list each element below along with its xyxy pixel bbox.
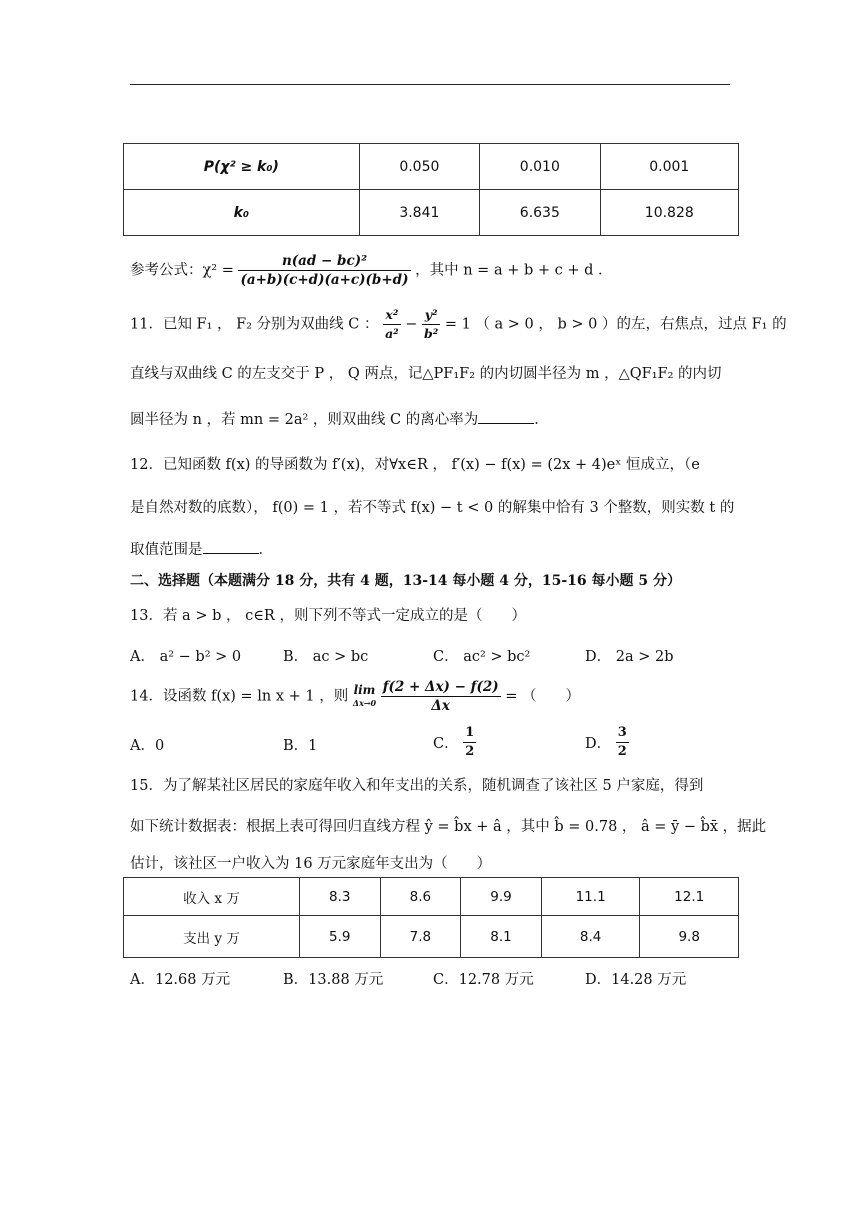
q12-line3 <box>130 538 273 559</box>
q15-option-d[interactable]: D．14.28 万元 <box>585 972 687 988</box>
q11-fraction-y <box>422 306 440 343</box>
frac-den: 2 <box>465 744 475 759</box>
frac-den: Δx <box>431 698 450 714</box>
table2-cell: 11.1 <box>541 878 640 916</box>
q11-text: 11．已知 F₁ ， F₂ 分别为双曲线 C ： <box>130 316 379 333</box>
table2-cell: 8.3 <box>299 878 380 916</box>
q12-line2: 是自然对数的底数）， f(0) = 1 ，若不等式 f(x) − t < 0 的解集中恰有 3 个整数，则实数 t 的 <box>130 500 735 516</box>
q11-text-tail: = 1 （ a > 0 ， b > 0 ）的左，右焦点，过点 F₁ 的 <box>444 316 787 333</box>
table2-cell: 8.1 <box>461 916 542 958</box>
table2-cell: 7.8 <box>380 916 461 958</box>
q14-option-b[interactable]: B．1 <box>283 738 318 754</box>
q11-line2: 直线与双曲线 C 的左支交于 P ， Q 两点，记△PF₁F₂ 的内切圆半径为 m ，△QF₁F₂ 的内切 <box>130 366 722 382</box>
limit-symbol <box>353 684 376 710</box>
period: ． <box>534 412 549 428</box>
table2-row2-label: 支出 y 万 <box>124 916 300 958</box>
q11-text: 圆半径为 n ，若 mn = 2a² ，则双曲线 C 的离心率为 <box>130 412 479 428</box>
formula-denominator: (a+b)(c+d)(a+c)(b+d) <box>240 272 409 288</box>
formula-prefix: 参考公式：χ² = <box>130 262 234 279</box>
table1-cell: 0.010 <box>480 144 600 190</box>
header-rule <box>130 84 730 85</box>
q12-text: 取值范围是 <box>130 542 203 558</box>
q13-option-b[interactable]: B． ac > bc <box>283 649 369 665</box>
frac-den: a² <box>385 326 399 341</box>
q13-option-d[interactable]: D． 2a > 2b <box>585 649 674 665</box>
table1-row1-label: P(χ² ≥ k₀) <box>124 144 360 190</box>
q11-fraction-x <box>383 306 401 343</box>
table2-cell: 9.8 <box>640 916 739 958</box>
table2-cell: 5.9 <box>299 916 380 958</box>
table1-cell: 10.828 <box>600 190 738 236</box>
q13-option-c[interactable]: C． ac² > bc² <box>433 649 531 665</box>
q12-line1: 12．已知函数 f(x) 的导函数为 f′(x)，对∀x∈R ， f′(x) − f(x) = (2x + 4)eˣ 恒成立，（e <box>130 457 700 473</box>
period: ． <box>258 542 273 558</box>
q15-line3: 估计，该社区一户收入为 16 万元家庭年支出为（ ） <box>130 856 492 872</box>
answer-blank[interactable] <box>203 541 259 554</box>
minus-sign: − <box>400 316 423 333</box>
formula-numerator: n(ad − bc)² <box>238 252 410 271</box>
q14-text: 14．设函数 f(x) = ln x + 1 ，则 <box>130 688 349 705</box>
q11-line3 <box>130 408 549 429</box>
lim-subscript: Δx→0 <box>352 697 377 708</box>
answer-blank[interactable] <box>478 411 534 424</box>
q15-option-c[interactable]: C．12.78 万元 <box>433 972 534 988</box>
frac-num: y² <box>422 306 440 325</box>
frac-num: x² <box>383 306 401 325</box>
q15-line2: 如下统计数据表：根据上表可得回归直线方程 ŷ = b̂x + â ，其中 b̂ = 0.78 ， â = ȳ − b̂x̄ ，据此 <box>130 819 767 835</box>
table1-row2-label: k₀ <box>124 190 360 236</box>
formula-suffix: ，其中 n = a + b + c + d ． <box>415 262 613 279</box>
chi-square-table <box>123 143 739 236</box>
frac-num: 1 <box>463 724 476 743</box>
table1-cell: 0.050 <box>359 144 479 190</box>
table2-cell: 8.4 <box>541 916 640 958</box>
q15-line1: 15．为了解某社区居民的家庭年收入和年支出的关系，随机调查了该社区 5 户家庭，得到 <box>130 778 704 794</box>
reference-formula <box>130 252 612 289</box>
q15-option-b[interactable]: B．13.88 万元 <box>283 972 384 988</box>
fraction-three-halves <box>616 724 629 761</box>
q14-option-a[interactable]: A．0 <box>130 738 165 754</box>
table1-cell: 6.635 <box>480 190 600 236</box>
q14-option-c[interactable] <box>433 724 476 761</box>
q14-text-end: = （ ） <box>505 688 580 705</box>
frac-den: 2 <box>617 744 627 759</box>
option-letter: C． <box>433 736 459 752</box>
option-letter: D． <box>585 736 612 752</box>
q15-option-a[interactable]: A．12.68 万元 <box>130 972 231 988</box>
table2-cell: 12.1 <box>640 878 739 916</box>
table2-row1-label: 收入 x 万 <box>124 878 300 916</box>
difference-quotient <box>381 678 501 715</box>
table2-cell: 8.6 <box>380 878 461 916</box>
table1-cell: 3.841 <box>359 190 479 236</box>
chi-square-fraction <box>238 252 410 289</box>
income-expense-table <box>123 877 739 958</box>
frac-num: f(2 + Δx) − f(2) <box>382 679 499 695</box>
q13-option-a[interactable]: A． a² − b² > 0 <box>130 649 242 665</box>
q14-stem <box>130 678 580 715</box>
lim-label: lim <box>353 682 376 697</box>
table1-cell: 0.001 <box>600 144 738 190</box>
table2-cell: 9.9 <box>461 878 542 916</box>
frac-den: b² <box>424 326 439 341</box>
q14-option-d[interactable] <box>585 724 629 761</box>
q11-line1 <box>130 306 787 343</box>
frac-num: 3 <box>616 724 629 743</box>
section-heading: 二、选择题（本题满分 18 分，共有 4 题，13-14 每小题 4 分，15-16 每小题 5 分） <box>130 573 681 589</box>
q13-stem: 13．若 a > b ， c∈R ，则下列不等式一定成立的是（ ） <box>130 608 526 624</box>
fraction-one-half <box>463 724 476 761</box>
